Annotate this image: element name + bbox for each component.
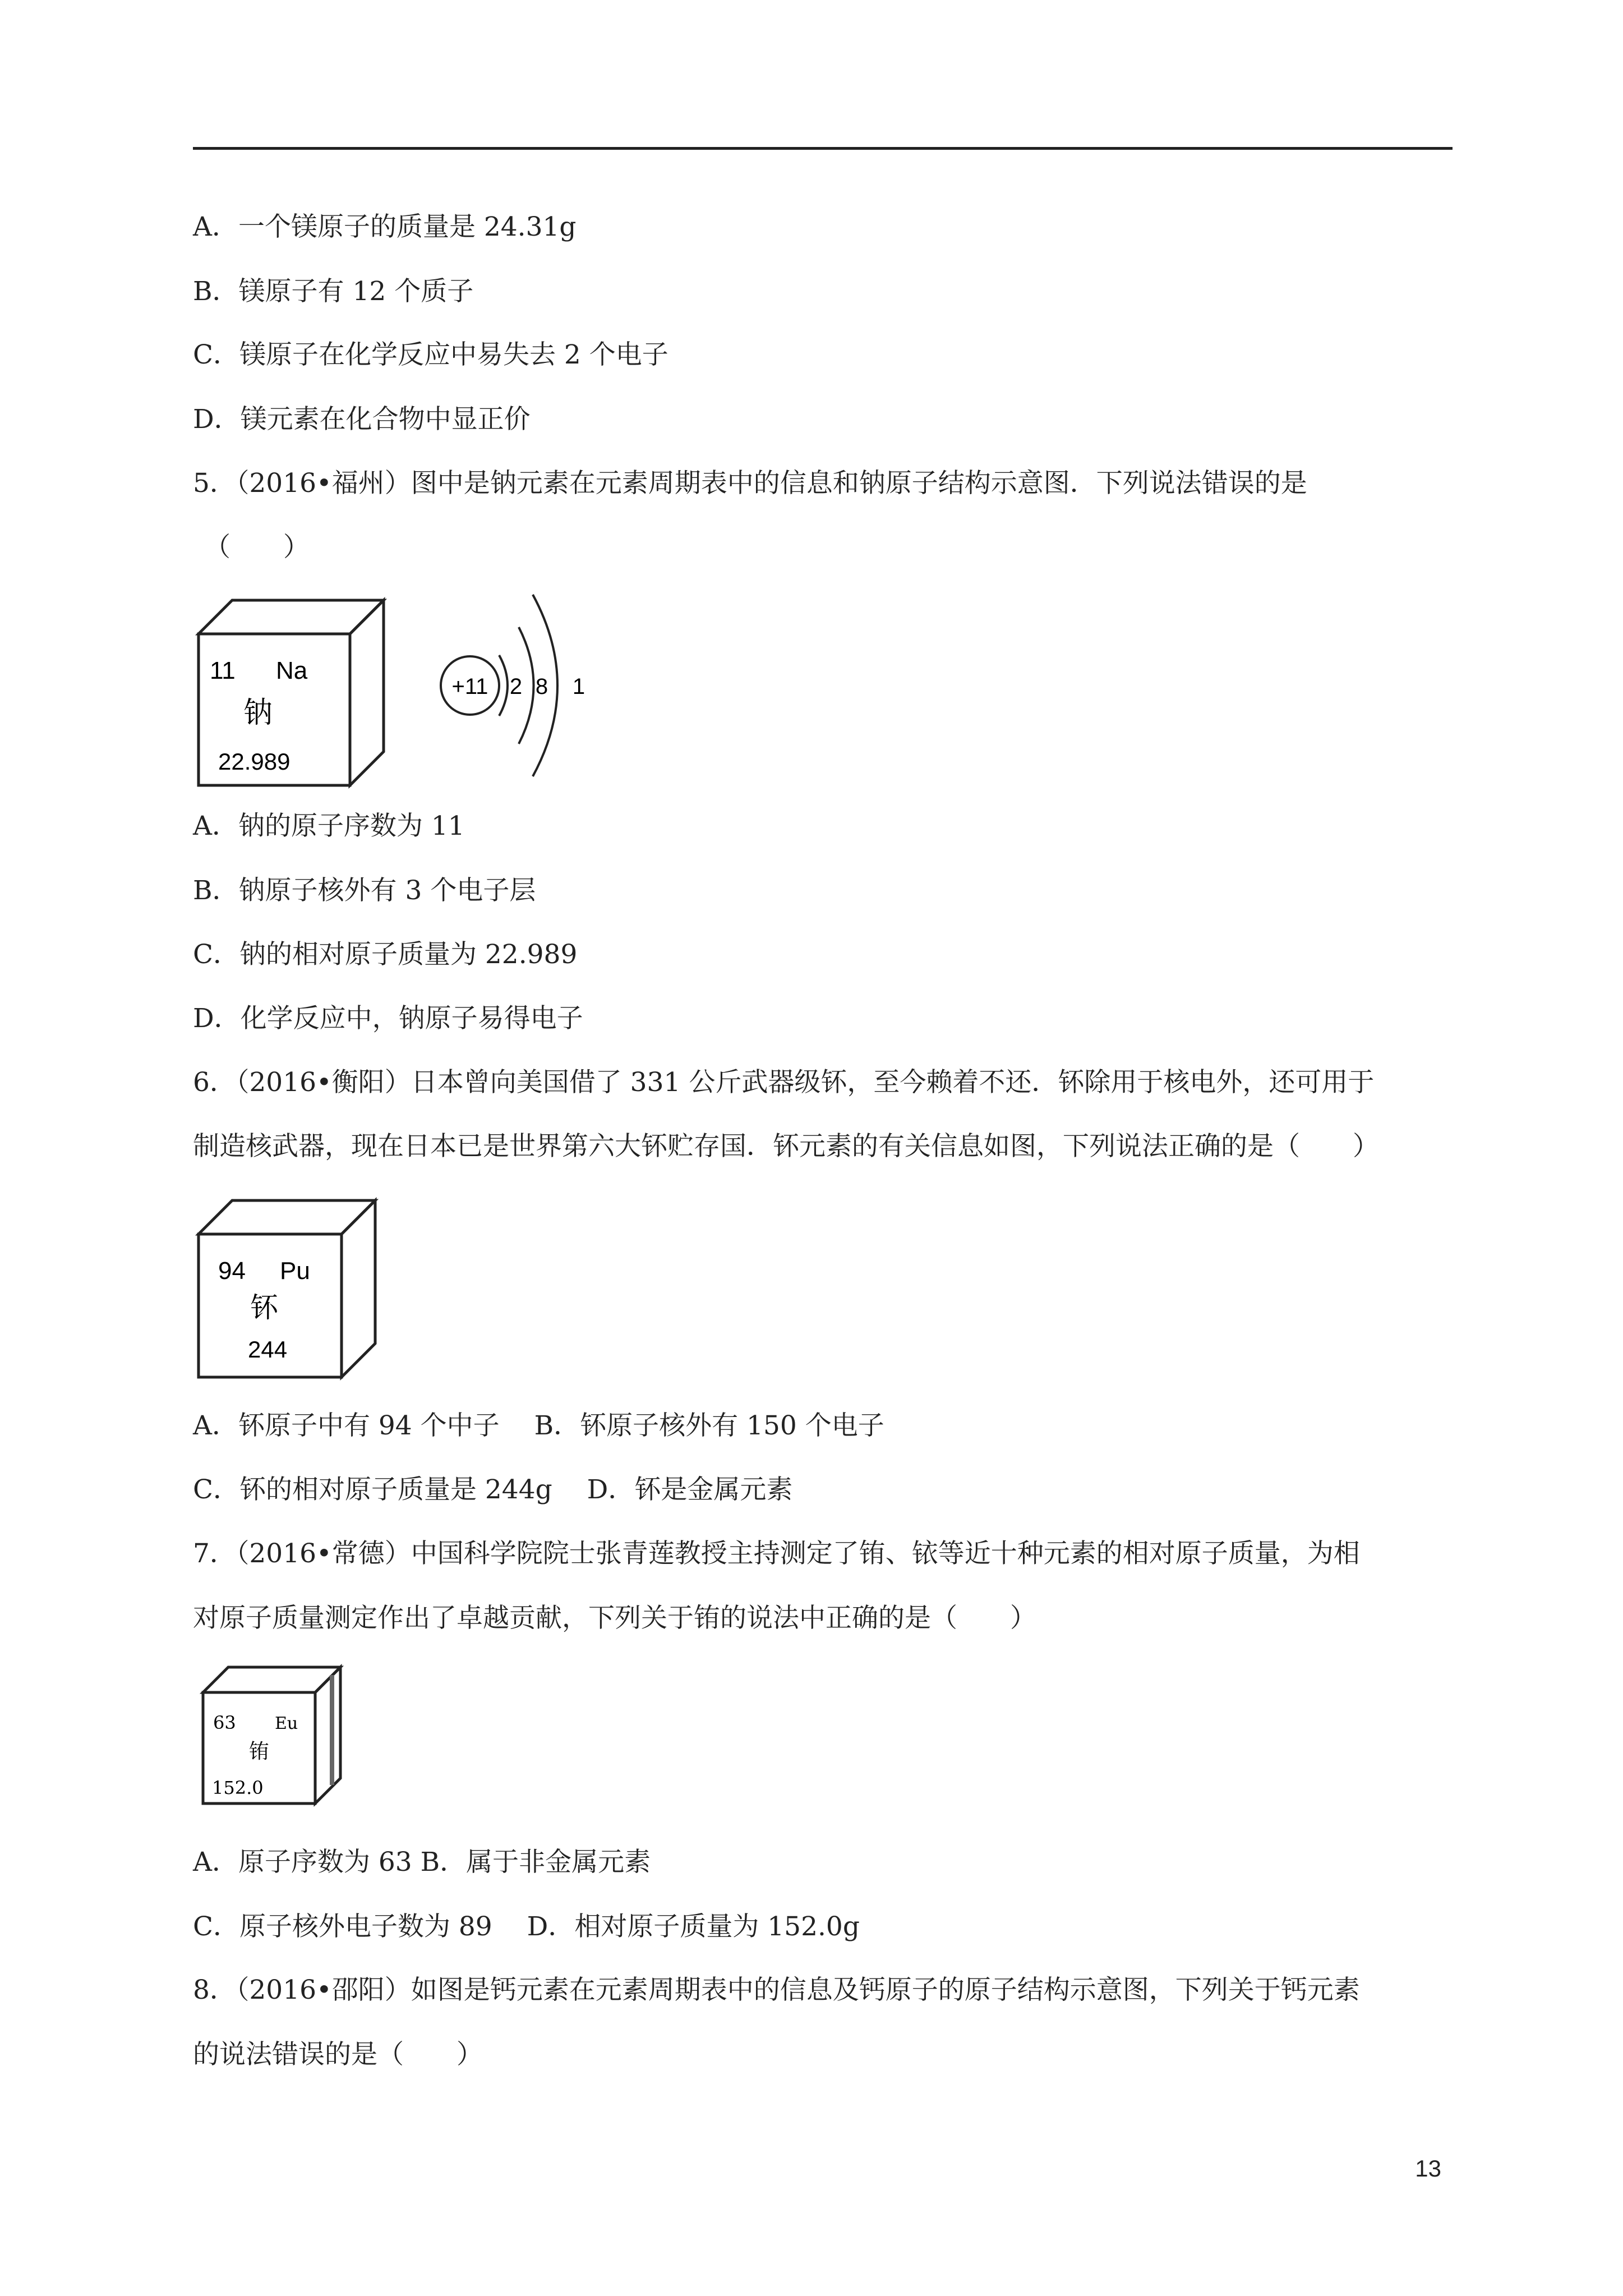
q6-atomic-mass: 244 xyxy=(248,1336,288,1363)
q6-stem-line1: 6．（2016•衡阳）日本曾向美国借了 331 公斤武器级钚，至今赖着不还．钚除用于核电外，还可用于 xyxy=(193,1067,1375,1098)
q6-element-symbol: Pu xyxy=(280,1257,310,1285)
q5-option-d: D．化学反应中，钠原子易得电子 xyxy=(193,1003,583,1034)
q8-stem-line2: 的说法错误的是（ ） xyxy=(193,2039,483,2070)
q5-option-a: A．钠的原子序数为 11 xyxy=(193,811,465,841)
q5-atomic-mass: 22.989 xyxy=(218,748,291,775)
q7-stem-line1: 7．（2016•常德）中国科学院院士张青莲教授主持测定了铕、铱等近十种元素的相对原子质量，为相 xyxy=(193,1538,1360,1569)
q4-option-c: C．镁原子在化学反应中易失去 2 个电子 xyxy=(193,339,668,370)
q5-atomic-number: 11 xyxy=(210,657,236,684)
q5-atom-structure xyxy=(432,583,617,785)
q6-stem-line2: 制造核武器，现在日本已是世界第六大钚贮存国．钚元素的有关信息如图，下列说法正确的是（ ） xyxy=(193,1131,1379,1162)
page-number: 13 xyxy=(1415,2155,1441,2182)
q4-option-b: B．镁原子有 12 个质子 xyxy=(193,276,474,307)
q5-element-cell xyxy=(193,595,395,797)
q5-shell-3: 1 xyxy=(572,674,585,699)
q7-atomic-number: 63 xyxy=(213,1712,236,1733)
q7-atomic-mass: 152.0 xyxy=(212,1777,264,1798)
q5-shell-2: 8 xyxy=(535,674,548,699)
q6-element-cell xyxy=(193,1195,384,1386)
q4-option-d: D．镁元素在化合物中显正价 xyxy=(193,404,531,435)
q5-option-b: B．钠原子核外有 3 个电子层 xyxy=(193,875,536,906)
q8-stem-line1: 8．（2016•邵阳）如图是钙元素在元素周期表中的信息及钙原子的原子结构示意图，下列关于钙元素 xyxy=(193,1975,1360,2005)
q7-element-name: 铕 xyxy=(249,1740,270,1763)
q5-option-c: C．钠的相对原子质量为 22.989 xyxy=(193,939,578,970)
q6-options-line1: A．钚原子中有 94 个中子 B．钚原子核外有 150 个电子 xyxy=(193,1410,884,1441)
q6-options-line2: C．钚的相对原子质量是 244g D．钚是金属元素 xyxy=(193,1474,793,1505)
header-rule xyxy=(193,147,1453,150)
q5-element-symbol: Na xyxy=(276,657,308,684)
q5-nucleus-charge: +11 xyxy=(451,674,488,699)
q7-element-cell xyxy=(197,1662,349,1813)
q5-shell-1: 2 xyxy=(509,674,523,699)
q7-options-line1: A．原子序数为 63 B．属于非金属元素 xyxy=(193,1847,651,1878)
q6-element-name: 钚 xyxy=(250,1291,278,1324)
q7-stem-line2: 对原子质量测定作出了卓越贡献，下列关于铕的说法中正确的是（ ） xyxy=(193,1603,1036,1634)
q5-stem-line2: （ ） xyxy=(204,532,310,563)
q4-option-a: A．一个镁原子的质量是 24.31g xyxy=(193,211,577,242)
q5-stem-line1: 5．（2016•福州）图中是钠元素在元素周期表中的信息和钠原子结构示意图．下列说法错误的是 xyxy=(193,468,1307,499)
q7-options-line2: C．原子核外电子数为 89 D．相对原子质量为 152.0g xyxy=(193,1911,860,1942)
q7-element-symbol: Eu xyxy=(275,1714,298,1733)
q6-atomic-number: 94 xyxy=(218,1257,246,1285)
q5-element-name: 钠 xyxy=(243,696,273,730)
